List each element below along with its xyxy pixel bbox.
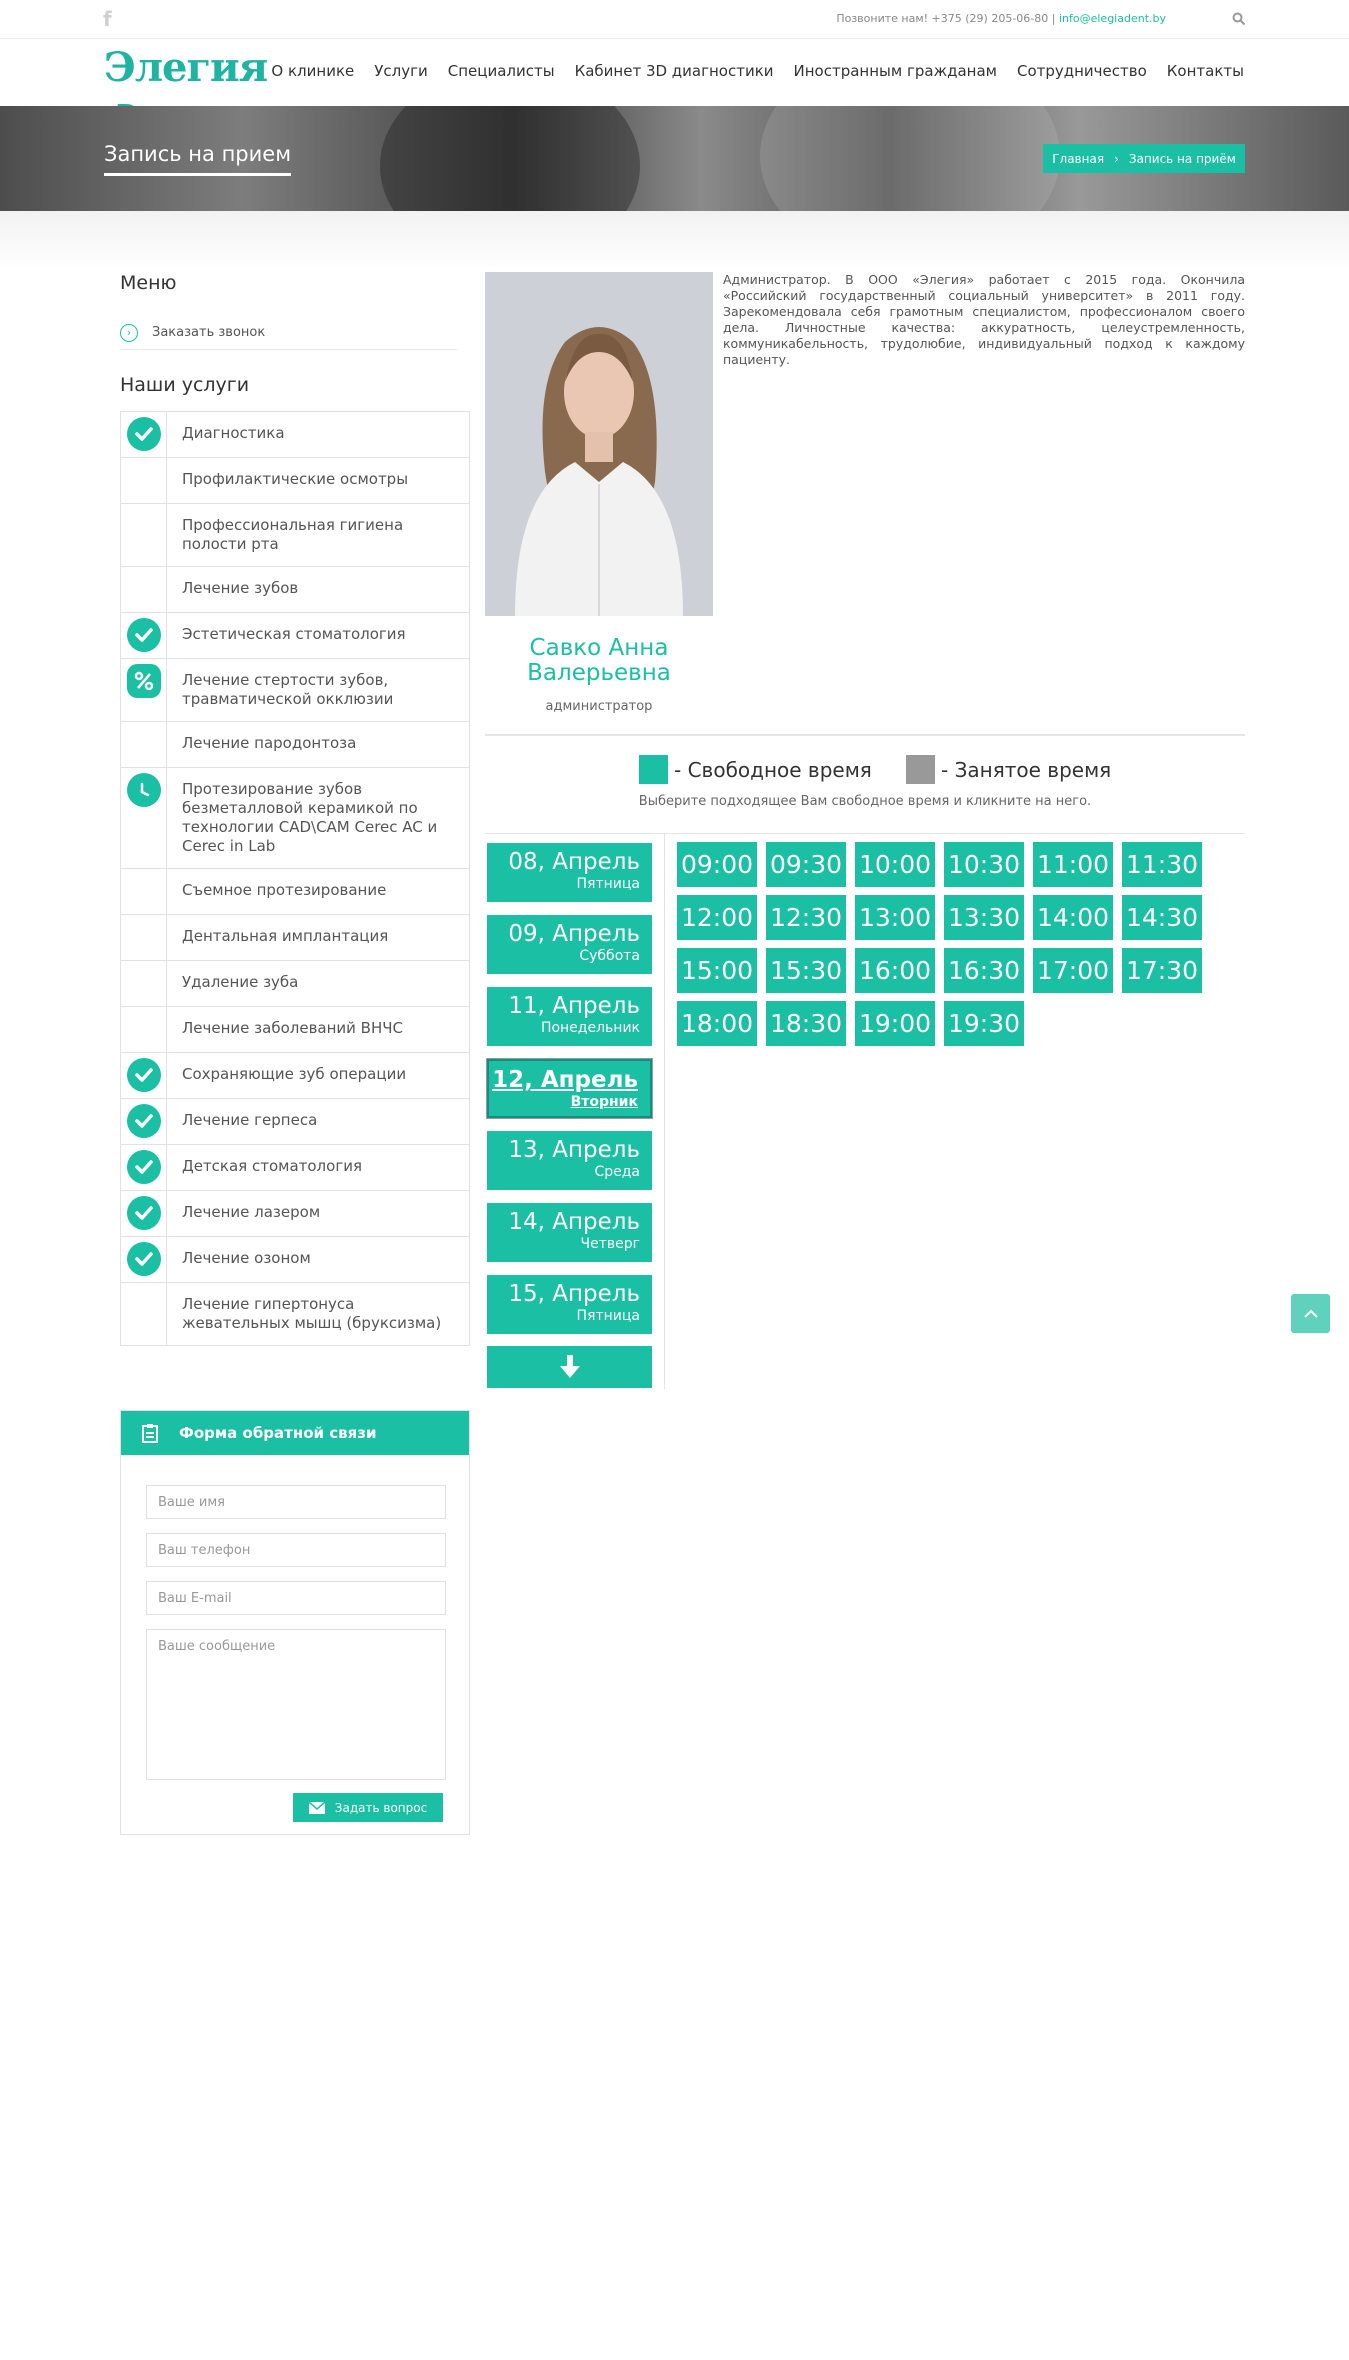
doctor-role: администратор [545, 699, 653, 714]
top-email-link[interactable]: info@elegiadent.by [1058, 12, 1166, 25]
day-button[interactable] [487, 1203, 652, 1262]
service-icon-cell [121, 1283, 167, 1345]
facebook-icon[interactable]: f [103, 7, 112, 31]
nav-specialists[interactable]: Специалисты [447, 62, 555, 80]
service-label: Лечение пародонтоза [182, 734, 357, 752]
breadcrumb-current: Запись на приём [1128, 151, 1236, 166]
form-title: Форма обратной связи [179, 1424, 377, 1442]
service-label: Профилактические осмотры [182, 470, 409, 488]
breadcrumb-home[interactable]: Главная [1052, 151, 1105, 166]
service-item[interactable] [121, 458, 469, 504]
day-date: 12, Апрель [492, 1067, 638, 1093]
submit-question-button[interactable] [293, 1793, 443, 1822]
service-label: Лечение заболеваний ВНЧС [182, 1019, 403, 1037]
service-item[interactable] [121, 722, 469, 768]
time-slot[interactable]: 11:30 [1122, 842, 1202, 887]
day-button[interactable] [487, 1059, 652, 1118]
day-button[interactable] [487, 843, 652, 902]
day-date: 11, Апрель [508, 993, 640, 1019]
service-item[interactable] [121, 567, 469, 613]
doctor-portrait [485, 272, 713, 616]
feedback-form [120, 1410, 470, 1835]
nav-cooperation[interactable]: Сотрудничество [1016, 62, 1147, 80]
day-date: 14, Апрель [508, 1209, 640, 1235]
day-date: 13, Апрель [508, 1137, 640, 1163]
time-slot[interactable]: 18:00 [677, 1001, 757, 1046]
doctor-photo [485, 272, 713, 616]
time-slot[interactable]: 16:30 [944, 948, 1024, 993]
time-slot[interactable]: 13:30 [944, 895, 1024, 940]
services-title: Наши услуги [120, 374, 250, 396]
service-icon-cell [121, 1099, 167, 1144]
service-item[interactable] [121, 659, 469, 722]
search-icon[interactable] [1232, 12, 1246, 26]
service-label: Эстетическая стоматология [182, 625, 406, 643]
service-item[interactable] [121, 915, 469, 961]
time-slot[interactable]: 09:30 [766, 842, 846, 887]
service-icon-cell [121, 659, 167, 721]
services-list [120, 411, 470, 1346]
percent-icon [127, 664, 161, 698]
time-slot[interactable]: 12:00 [677, 895, 757, 940]
time-slot[interactable]: 17:00 [1033, 948, 1113, 993]
page-title: Запись на прием [104, 142, 291, 176]
service-icon-cell [121, 1145, 167, 1190]
service-item[interactable] [121, 1099, 469, 1145]
time-slot[interactable]: 12:30 [766, 895, 846, 940]
day-button[interactable] [487, 1275, 652, 1334]
service-label: Удаление зуба [182, 973, 299, 991]
time-slot[interactable]: 15:30 [766, 948, 846, 993]
envelope-icon [309, 1802, 325, 1814]
day-weekday: Четверг [580, 1236, 640, 1252]
service-icon-cell [121, 412, 167, 457]
logo[interactable] [104, 44, 294, 100]
day-weekday: Среда [594, 1164, 640, 1180]
chevron-right-icon: › [120, 324, 138, 342]
time-slot[interactable]: 13:00 [855, 895, 935, 940]
legend-busy [906, 755, 1111, 784]
service-item[interactable] [121, 1237, 469, 1283]
legend-free-label: - Свободное время [674, 757, 872, 782]
service-icon-cell [121, 722, 167, 767]
logo-text: Элегия [104, 44, 268, 91]
service-icon-cell [121, 613, 167, 658]
time-slot[interactable]: 14:00 [1033, 895, 1113, 940]
service-label: Протезирование зубов безметалловой керамикой по технологии CAD\CAM Cerec AC и Cerec in Lab [182, 780, 438, 855]
message-textarea[interactable]: Ваше сообщение [146, 1629, 446, 1780]
legend-busy-label: - Занятое время [941, 757, 1112, 782]
doctor-name-line1: Савко Анна [529, 635, 669, 661]
time-slot[interactable]: 19:30 [944, 1001, 1024, 1046]
more-days-button[interactable] [487, 1346, 652, 1388]
service-item[interactable] [121, 1007, 469, 1053]
day-button[interactable] [487, 915, 652, 974]
service-item[interactable] [121, 1053, 469, 1099]
check-icon [127, 1104, 161, 1138]
check-icon [127, 1058, 161, 1092]
service-label: Лечение озоном [182, 1249, 311, 1267]
service-icon-cell [121, 768, 167, 868]
day-button[interactable] [487, 987, 652, 1046]
top-contact [836, 12, 1166, 25]
time-slot[interactable]: 14:30 [1122, 895, 1202, 940]
service-label: Лечение лазером [182, 1203, 321, 1221]
service-label: Дентальная имплантация [182, 927, 389, 945]
check-icon [127, 1150, 161, 1184]
busy-swatch [906, 755, 935, 784]
chevron-up-icon [1304, 1309, 1318, 1319]
day-weekday: Вторник [570, 1094, 638, 1110]
time-slot[interactable]: 18:30 [766, 1001, 846, 1046]
check-icon [127, 1242, 161, 1276]
time-slot[interactable]: 10:30 [944, 842, 1024, 887]
day-date: 15, Апрель [508, 1281, 640, 1307]
service-icon-cell [121, 1053, 167, 1098]
day-date: 08, Апрель [508, 849, 640, 875]
divider [485, 734, 1245, 736]
day-weekday: Пятница [576, 1308, 640, 1324]
top-bar [0, 0, 1349, 39]
day-weekday: Суббота [579, 948, 640, 964]
service-item[interactable] [121, 869, 469, 915]
service-icon-cell [121, 458, 167, 503]
service-label: Детская стоматология [182, 1157, 362, 1175]
nav-services[interactable]: Услуги [374, 62, 428, 80]
nav-foreigners[interactable]: Иностранным гражданам [793, 62, 997, 80]
service-item[interactable] [121, 768, 469, 869]
menu-item-callback[interactable] [120, 316, 457, 350]
time-slot[interactable]: 17:30 [1122, 948, 1202, 993]
service-label: Лечение зубов [182, 579, 299, 597]
nav-3d-diagnostics[interactable]: Кабинет 3D диагностики [574, 62, 774, 80]
day-button[interactable] [487, 1131, 652, 1190]
service-item[interactable] [121, 1145, 469, 1191]
free-swatch [639, 755, 668, 784]
service-icon-cell [121, 869, 167, 914]
service-icon-cell [121, 915, 167, 960]
service-label: Лечение стертости зубов, травматической окклюзии [182, 671, 394, 708]
scroll-to-top-button[interactable] [1291, 1294, 1330, 1333]
service-item[interactable] [121, 1191, 469, 1237]
time-slot[interactable]: 16:00 [855, 948, 935, 993]
time-slot[interactable]: 15:00 [677, 948, 757, 993]
chevron-right-icon: › [1114, 151, 1119, 166]
header [0, 40, 1349, 106]
schedule-hint: Выберите подходящее Вам свободное время и кликните на него. [638, 794, 1092, 809]
arrow-down-icon [560, 1355, 580, 1379]
time-slot[interactable]: 11:00 [1033, 842, 1113, 887]
days-column [485, 834, 665, 1389]
time-slot[interactable]: 19:00 [855, 1001, 935, 1046]
form-header [121, 1411, 469, 1455]
legend-free [639, 755, 872, 784]
service-icon-cell [121, 1007, 167, 1052]
service-item[interactable] [121, 504, 469, 567]
service-label: Диагностика [182, 424, 285, 442]
service-label: Съемное протезирование [182, 881, 387, 899]
service-label: Лечение герпеса [182, 1111, 318, 1129]
clock-icon [127, 773, 161, 807]
day-weekday: Понедельник [540, 1020, 640, 1036]
doctor-bio: Администратор. В ООО «Элегия» работает с 2015 года. Окончила «Российский государственный социальный университет» в 2011 году. Зарекомендовала себя грамотным специалистом, профессионалом своего дела. Личностные качества: аккуратность, целеустремленность, коммуникабельность, трудолюбие, индивидуальный подход к каждому пациенту. [723, 272, 1245, 367]
menu-title: Меню [120, 272, 177, 294]
doctor-name-line2: Валерьевна [527, 660, 671, 686]
service-icon-cell [121, 1191, 167, 1236]
check-icon [127, 417, 161, 451]
service-label: Лечение гипертонуса жевательных мышц (бруксизма) [182, 1295, 442, 1332]
hero-fade [0, 211, 1349, 271]
day-date: 09, Апрель [508, 921, 640, 947]
service-item[interactable] [121, 961, 469, 1007]
phone-input[interactable]: Ваш телефон [146, 1533, 446, 1567]
service-icon-cell [121, 567, 167, 612]
service-icon-cell [121, 1237, 167, 1282]
name-input[interactable]: Ваше имя [146, 1485, 446, 1519]
service-label: Профессиональная гигиена полости рта [182, 516, 404, 553]
service-icon-cell [121, 504, 167, 566]
breadcrumb [1043, 144, 1245, 173]
day-weekday: Пятница [576, 876, 640, 892]
service-item[interactable] [121, 1283, 469, 1345]
submit-label: Задать вопрос [334, 1800, 428, 1815]
nav-contacts[interactable]: Контакты [1166, 62, 1244, 80]
time-slot[interactable]: 10:00 [855, 842, 935, 887]
service-item[interactable] [121, 613, 469, 659]
check-icon [127, 618, 161, 652]
top-phone-text: Позвоните нам! +375 (29) 205-06-80 | [836, 12, 1056, 25]
check-icon [127, 1196, 161, 1230]
service-label: Сохраняющие зуб операции [182, 1065, 407, 1083]
main-nav [271, 62, 1244, 80]
service-item[interactable] [121, 412, 469, 458]
doctor-name [485, 636, 713, 686]
nav-about[interactable]: О клинике [271, 62, 355, 80]
service-icon-cell [121, 961, 167, 1006]
time-slot[interactable]: 09:00 [677, 842, 757, 887]
menu-item-label: Заказать звонок [152, 325, 266, 340]
email-input[interactable]: Ваш E-mail [146, 1581, 446, 1615]
clipboard-icon [141, 1423, 159, 1443]
